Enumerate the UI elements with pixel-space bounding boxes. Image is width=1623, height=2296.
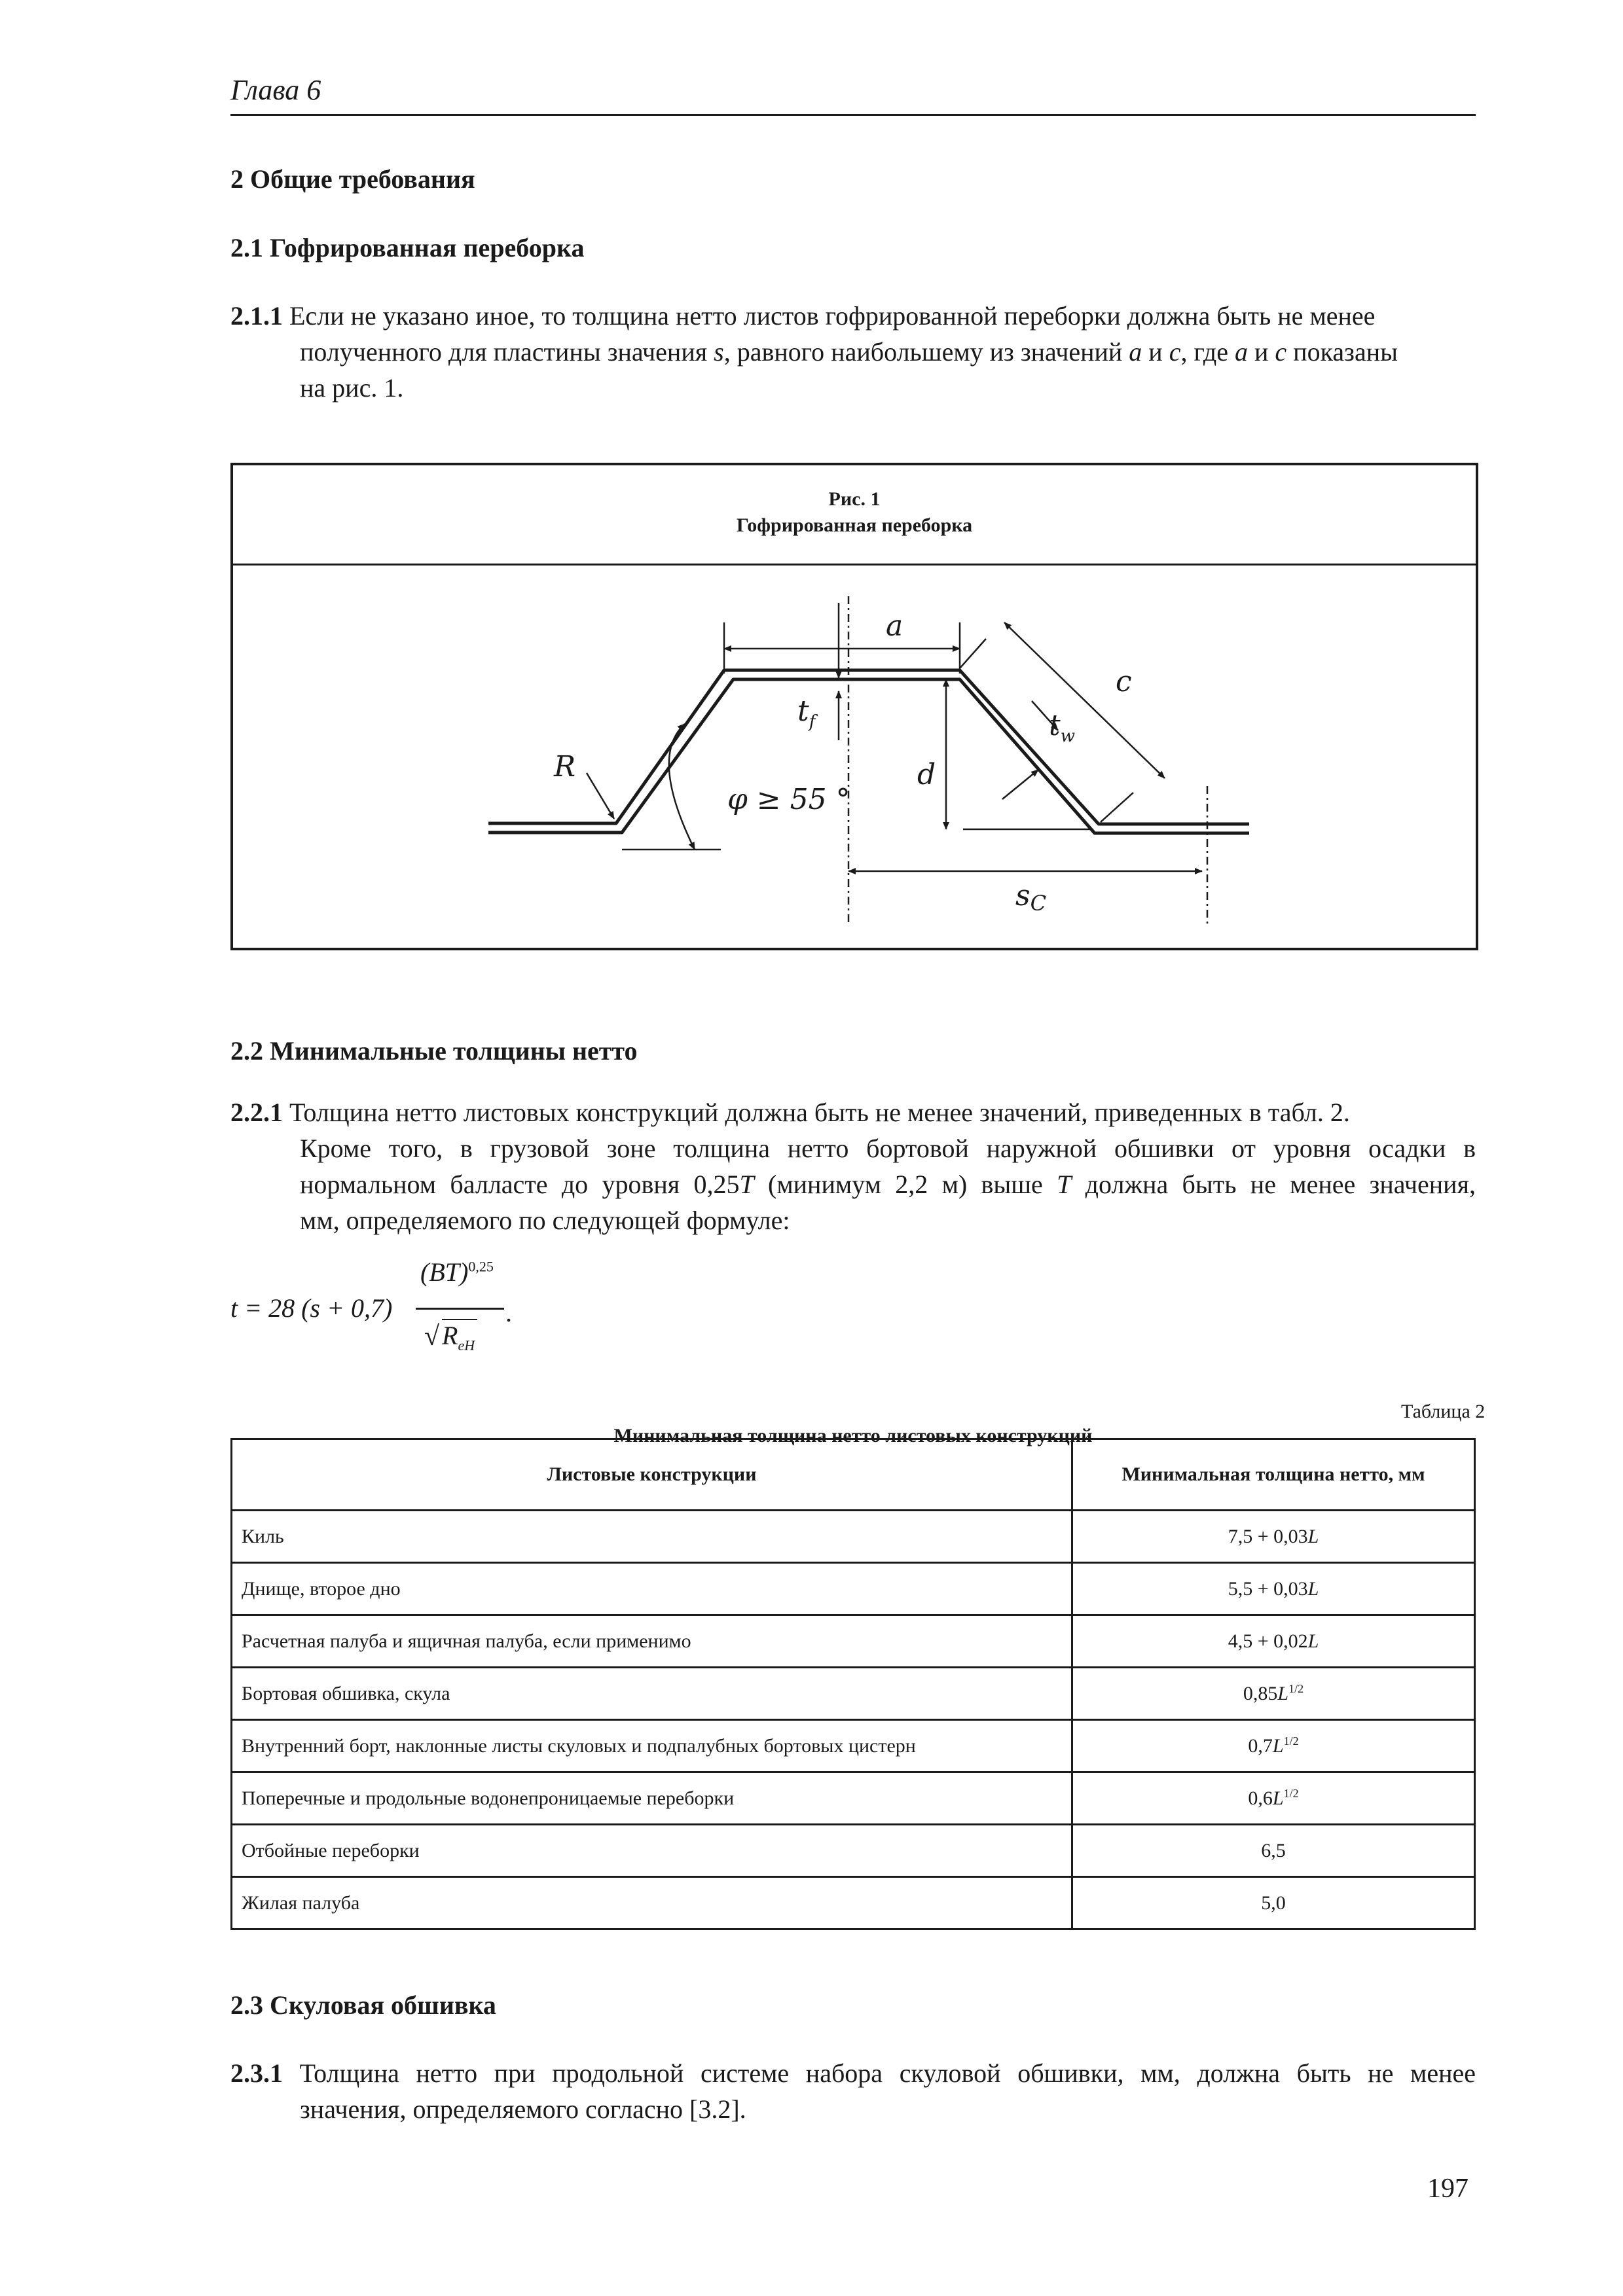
paragraph-text: значения, определяемого согласно [3.2]. [300,2094,746,2124]
paragraph-number: 2.1.1 [230,301,283,331]
paragraph-number: 2.3.1 [230,2058,283,2088]
table-cell: $0,7L^{1/2}$ [1072,1720,1475,1772]
variable-c: c [1275,337,1287,367]
table-cell: Днище, второе дно [232,1563,1072,1615]
paragraph-text: (минимум 2,2 м) выше [754,1170,1057,1199]
formula-end: . [505,1298,512,1327]
label-angle: φ ≥ 55 ° [727,783,850,816]
paragraph-text: , равного наибольшему из значений [723,337,1129,367]
label-tf: $t_f$ [797,694,816,732]
header-divider [230,114,1476,116]
variable-a: a [1129,337,1142,367]
variable-T: T [1057,1170,1072,1199]
sqrt-symbol: √ [424,1321,440,1352]
paragraph-text: на рис. 1. [300,373,404,403]
figure-1 [230,463,1478,950]
label-sc: sC [1015,879,1047,916]
label-c: c [1116,665,1132,698]
table-header-cell: Минимальная толщина нетто, мм [1072,1439,1475,1511]
table-cell: 7,5 + 0,03L [1072,1511,1475,1563]
table-cell: Бортовая обшивка, скула [232,1668,1072,1720]
label-a: a [886,609,903,643]
table-title: Минимальная толщина нетто листовых конструкций [613,1425,1093,1446]
table-cell: $0,85L^{1/2}$ [1072,1668,1475,1720]
figure-number: Рис. 1 [828,488,881,510]
paragraph-text: Если не указано иное, то толщина нетто листов гофрированной переборки должна быть не менее [283,301,1376,331]
thickness-table [230,1438,1476,1930]
paragraph-text: показаны [1286,337,1398,367]
formula-denominator: $R_{eH}$ [442,1319,477,1354]
table-cell: 4,5 + 0,02L [1072,1615,1475,1668]
table-cell: Поперечные и продольные водонепроницаемые переборки [232,1772,1072,1825]
chapter-header: Глава 6 [230,74,321,106]
paragraph-text: и [1248,337,1275,367]
paragraph-text: мм, определяемого по следующей формуле: [300,1206,790,1235]
label-R: R [554,750,576,783]
fraction-bar [416,1308,504,1310]
table-cell: Внутренний борт, наклонные листы скуловых и подпалубных бортовых цистерн [232,1720,1072,1772]
variable-T: T [739,1170,754,1199]
figure-title: Гофрированная переборка [736,514,973,536]
table-cell: 5,5 + 0,03L [1072,1563,1475,1615]
paragraph-text: Толщина нетто при продольной системе набора скуловой обшивки, мм, должна быть не менее [283,2058,1476,2088]
section-heading-2-2: 2.2 Минимальные толщины нетто [230,1036,638,1066]
table-cell: $0,6L^{1/2}$ [1072,1772,1475,1825]
thickness-formula [216,1257,543,1361]
table-cell: 5,0 [1072,1877,1475,1929]
paragraph-text: Кроме того, в грузовой зоне толщина нетто бортовой наружной обшивки от уровня осадки в [300,1134,1476,1163]
paragraph-number: 2.2.1 [230,1098,283,1127]
paragraph-2-3-1 [230,2055,1476,2127]
corrugated-bulkhead-drawing [233,465,1476,948]
paragraph-2-1-1 [230,298,1476,406]
paragraph-2-2-1 [230,1094,1476,1238]
section-heading-2: 2 Общие требования [230,164,475,194]
formula-numerator: (BT)$^{0,25}$ [420,1257,494,1287]
paragraph-text: , где [1180,337,1235,367]
table-header-row [232,1439,1475,1511]
table-row [232,1720,1475,1772]
table-cell: 6,5 [1072,1825,1475,1877]
table-row [232,1668,1475,1720]
variable-s: s [714,337,724,367]
section-heading-2-1: 2.1 Гофрированная переборка [230,233,585,262]
table-row [232,1615,1475,1668]
table-row [232,1563,1475,1615]
table-row [232,1877,1475,1929]
paragraph-text: нормальном балласте до уровня 0,25 [300,1170,740,1199]
variable-c: c [1169,337,1181,367]
table-cell: Отбойные переборки [232,1825,1072,1877]
table-row [232,1825,1475,1877]
bulkhead-profile [488,670,1249,833]
section-heading-2-3: 2.3 Скуловая обшивка [230,1990,496,2020]
paragraph-text: должна быть не менее значения, [1071,1170,1476,1199]
label-tw: $t_w$ [1049,709,1075,746]
label-d: d [917,758,936,791]
table-cell: Киль [232,1511,1072,1563]
table-row [232,1772,1475,1825]
table-header-cell: Листовые конструкции [232,1439,1072,1511]
table-label: Таблица 2 [1401,1401,1486,1422]
paragraph-text: Толщина нетто листовых конструкций должна быть не менее значений, приведенных в табл. 2. [283,1098,1350,1127]
paragraph-text: полученного для пластины значения [300,337,714,367]
table-row [232,1511,1475,1563]
variable-a: a [1235,337,1248,367]
table-cell: Жилая палуба [232,1877,1072,1929]
formula-lhs: t = 28 (s + 0,7) [230,1293,393,1323]
page-number: 197 [1427,2174,1468,2204]
paragraph-text: и [1142,337,1169,367]
table-cell: Расчетная палуба и ящичная палуба, если применимо [232,1615,1072,1668]
